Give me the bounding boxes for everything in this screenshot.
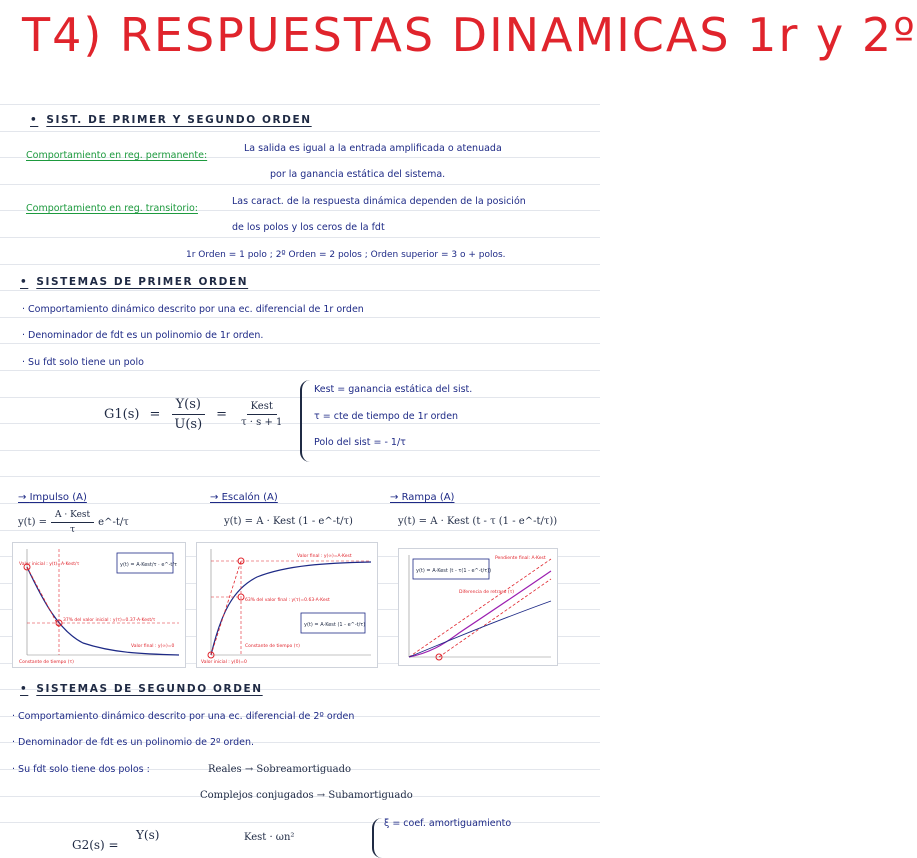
tf-equals: = [149,407,161,422]
permanent-regime-text-1: La salida es igual a la entrada amplificada o atenuada [244,143,502,154]
first-order-item-1: · Comportamiento dinámico descrito por una ec. diferencial de 1r orden [22,304,364,315]
impulse-formula [18,510,129,535]
poles-complex: Complejos conjugados → Subamortiguado [200,790,413,801]
first-order-item-3: · Su fdt solo tiene un polo [22,357,144,368]
first-order-item-2: · Denominador de fdt es un polinomio de 1r orden. [22,330,264,341]
step-formula: y(t) = A · Kest (1 - e^-t/τ) [224,516,353,527]
section-heading-orders: • SIST. DE PRIMER Y SEGUNDO ORDEN [30,114,312,126]
impulse-label-tau: Constante de tiempo (τ) [19,660,74,665]
notebook-rule-line [0,184,600,185]
step-label-63: 63% del valor final : y(τ)=0.63·A·Kest [245,598,330,603]
tf-lhs: G1(s) [104,407,140,422]
tf-denominator: U(s) [174,417,203,432]
poles-real: Reales → Sobreamortiguado [208,764,352,775]
definition-pole: Polo del sist = - 1/τ [314,437,406,448]
definitions-brace [300,380,312,462]
section-heading-second-order: • SISTEMAS DE SEGUNDO ORDEN [20,683,263,695]
impulse-formula-den: τ [70,525,76,535]
impulse-tangent [27,567,59,627]
ramp-formula: y(t) = A · Kest (t - τ (1 - e^-t/τ)) [398,516,558,527]
second-order-tf-lhs: G2(s) = [72,838,119,852]
second-order-tf-num: Y(s) [136,828,160,842]
ramp-label-slope: Pendiente final: A·Kest [495,556,546,561]
ramp-title: → Rampa (A) [390,492,455,503]
impulse-label-initial: Valor inicial : y(t)=A·Kest/τ [19,562,80,567]
step-title: → Escalón (A) [210,492,278,503]
ramp-curve [409,571,551,657]
transient-regime-label: Comportamiento en reg. transitorio: [26,203,198,214]
notebook-rule-line [0,317,600,318]
transient-regime-text-2: de los polos y los ceros de la fdt [232,222,385,233]
permanent-regime-label: Comportamiento en reg. permanente: [26,150,208,161]
impulse-formula-exp: e^-t/τ [98,517,129,528]
step-label-final: Valor final : y(∞)=A·Kest [297,554,352,559]
definition-tau: τ = cte de tiempo de 1r orden [314,411,459,422]
impulse-label-final: Valor final : y(∞)=0 [131,644,175,649]
notebook-rule-line [0,476,600,477]
step-label-initial: Valor inicial : y(0)=0 [201,660,247,665]
second-order-item-2: · Denominador de fdt es un polinomio de 2º orden. [12,737,255,748]
step-plot [196,542,378,668]
tf-gain-ratio [237,401,286,428]
tf-equals-2: = [216,407,228,422]
notebook-rule-line [0,503,600,504]
ramp-reference-curve [409,601,551,657]
definition-kest: Kest = ganancia estática del sist. [314,384,473,395]
second-order-def-damping: ξ = coef. amortiguamiento [384,818,512,829]
impulse-curve [27,567,179,655]
impulse-formula-lhs: y(t) = [18,517,48,528]
tf-gain-denominator: τ · s + 1 [241,417,283,428]
tf-ratio [170,397,206,432]
step-tangent [211,561,241,655]
notebook-rule-line [0,264,600,265]
ramp-plot [398,548,558,666]
transient-regime-text-1: Las caract. de la respuesta dinámica dependen de la posición [232,196,526,207]
section-heading-first-order: • SISTEMAS DE PRIMER ORDEN [20,276,248,288]
step-box-text: y(t) = A·Kest (1 - e^-t/τ) [304,622,366,628]
impulse-formula-fraction [51,510,94,535]
impulse-title: → Impulso (A) [18,492,87,503]
second-order-tf-rnum: Kest · ωn² [244,832,295,843]
ramp-box-text: y(t) = A·Kest (t - τ(1 - e^-t/τ)) [416,568,492,574]
page-title: T4) RESPUESTAS DINAMICAS 1r y 2º [22,8,917,62]
impulse-formula-num: A · Kest [51,510,94,523]
notebook-rule-line [0,343,600,344]
permanent-regime-line [26,143,207,162]
orders-summary: 1r Orden = 1 polo ; 2º Orden = 2 polos ; Orden superior = 3 o + polos. [186,250,506,260]
ramp-label-delay: Diferencia de retraso (τ) [459,590,515,595]
notebook-rule-line [0,370,600,371]
transient-regime-line [26,196,198,215]
tf-numerator: Y(s) [172,397,205,415]
notebook-rule-line [0,104,600,105]
notebook-rule-line [0,290,600,291]
impulse-box-text: y(t) = A·Kest/τ · e^-t/τ [120,562,178,568]
second-order-item-3: · Su fdt solo tiene dos polos : [12,764,150,775]
tf-gain-numerator: Kest [247,401,277,415]
step-label-tau: Constante de tiempo (τ) [245,644,300,649]
impulse-label-37: 37% del valor inicial : y(τ)=0.37·A·Kest/τ [63,618,156,623]
notebook-rule-line [0,237,600,238]
permanent-regime-text-2: por la ganancia estática del sistema. [270,169,446,180]
step-curve [211,562,371,655]
first-order-transfer-function [104,397,286,432]
impulse-plot [12,542,186,668]
second-order-brace [372,818,382,858]
second-order-item-1: · Comportamiento dinámico descrito por una ec. diferencial de 2º orden [12,711,355,722]
notebook-rule-line [0,131,600,132]
